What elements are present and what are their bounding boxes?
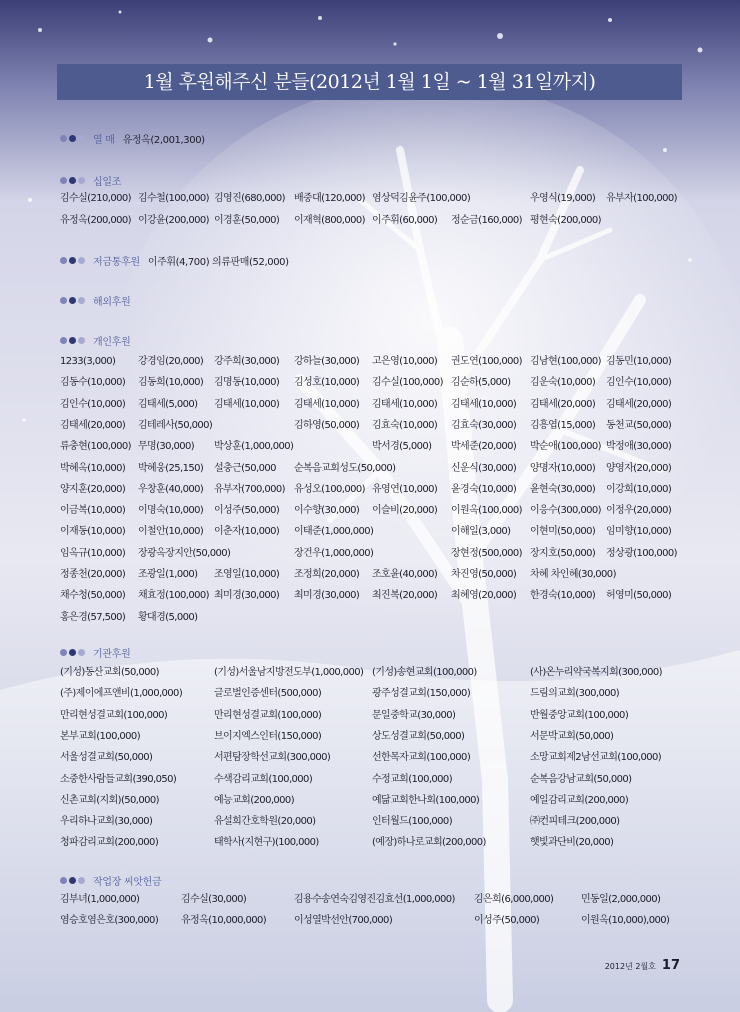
donor-entry: 이강희(10,000): [606, 483, 672, 495]
donor-entry: 채효정(100,000): [138, 590, 209, 602]
section-gaein-heading: [60, 333, 130, 347]
donor-entry: 김태세(20,000): [606, 398, 672, 410]
donor-entry: 윤현숙(30,000): [530, 483, 596, 495]
section-haeoe-heading: [60, 293, 130, 307]
donor-entry: 서편탐장학선교회(300,000): [214, 752, 331, 764]
donor-entry: 정종천(20,000): [60, 569, 126, 580]
donor-entry: 이성주(50,000): [474, 914, 540, 926]
donor-entry: 김태세(20,000): [530, 398, 596, 410]
donor-entry: 김테레사(50,000): [138, 419, 213, 431]
donor-entry: 김인수(10,000): [606, 377, 672, 389]
section-title: 작업장 씨앗헌금: [93, 876, 162, 888]
donor-entry: 평현숙(200,000): [530, 215, 601, 226]
donor-entry: 예능교회(200,000): [214, 794, 294, 806]
donor-entry: 박혜옥(10,000): [60, 462, 126, 474]
donor-entry: 장현정(500,000): [451, 547, 522, 559]
section-title: 십일조: [93, 176, 122, 188]
bullet-dots-icon: [60, 649, 87, 656]
donor-entry: 김남현(100,000): [530, 356, 601, 367]
donor-entry: 이정우(20,000): [606, 505, 672, 517]
donor-entry: 조호윤(40,000): [372, 569, 438, 580]
donor-entry: 청파감리교회(200,000): [60, 837, 159, 849]
donor-entry: 우리하나교회(30,000): [60, 816, 153, 828]
donor-entry: 이재동(10,000): [60, 526, 126, 538]
donor-entry: 유성오(100,000): [294, 483, 365, 495]
donor-entry: 최진복(20,000): [372, 590, 438, 602]
donor-entry: 이태준(1,000,000): [294, 526, 374, 538]
section-title: 저금통후원: [93, 256, 140, 268]
donor-entry: 양명자(10,000): [530, 462, 596, 474]
donor-entry: (예장)하나로교회(200,000): [372, 837, 486, 849]
donor-entry: 조정희(20,000): [294, 569, 360, 580]
donor-entry: 김태세(5,000): [138, 398, 198, 410]
donor-entry: 염승호염은호(300,000): [60, 914, 159, 926]
donor-entry: 순복음강남교회(50,000): [530, 773, 632, 785]
donor-entry: 임옥규(10,000): [60, 547, 126, 559]
donor-entry: 반월중앙교회(100,000): [530, 709, 629, 721]
bullet-dots-icon: [60, 337, 87, 344]
donor-entry: 박혜웅(25,150): [138, 462, 204, 474]
donor-entry: 김흥엽(15,000): [530, 419, 596, 431]
donor-entry: 김운숙(10,000): [530, 377, 596, 389]
donor-entry: 김수철(100,000): [138, 193, 209, 204]
donor-entry: 이경훈(50,000): [214, 215, 280, 226]
donor-entry: (기성)서울남지방전도부(1,000,000): [214, 667, 364, 678]
donor-entry: 김은희(6,000,000): [474, 894, 554, 905]
bullet-dots-icon: [60, 257, 87, 264]
donor-entry: 최미경(30,000): [294, 590, 360, 602]
donor-entry: 장지호(50,000): [530, 547, 596, 559]
donor-entry: 홍은경(57,500): [60, 611, 126, 623]
donor-entry: 권도연(100,000): [451, 356, 522, 367]
section-title: 기관후원: [93, 648, 131, 660]
donor-entry: 우창훈(40,000): [138, 483, 204, 495]
donor-entry: ㈜컨피테크(200,000): [530, 816, 620, 828]
section-title: 개인후원: [93, 336, 131, 348]
donor-entry: 김태세(10,000): [214, 398, 280, 410]
donor-entry: 이강윤(200,000): [138, 215, 209, 226]
section-inline-donors: 이주휘(4,700) 의류판매(52,000): [147, 256, 289, 268]
donor-entry: 이철안(10,000): [138, 526, 204, 538]
donor-entry: 신운식(30,000): [451, 462, 517, 474]
section-inline-donors: 유정옥(2,001,300): [122, 134, 205, 146]
donor-entry: 1233(3,000): [60, 356, 116, 367]
donor-entry: 우영식(19,000): [530, 193, 596, 204]
bullet-dots-icon: [60, 297, 87, 304]
donor-entry: 동천교(50,000): [606, 419, 672, 431]
donor-entry: 이금복(10,000): [60, 505, 126, 517]
donor-entry: 김용수송연숙김영진김효선(1,000,000): [294, 894, 455, 905]
donor-entry: 김영진(680,000): [214, 193, 285, 204]
donor-entry: 소망교회제2남선교회(100,000): [530, 752, 662, 764]
donor-entry: 이성주(50,000): [214, 505, 280, 517]
section-jeogeum-heading: [60, 253, 289, 267]
donor-entry: 박서경(5,000): [372, 441, 432, 453]
donor-entry: 강하늘(30,000): [294, 356, 360, 367]
donor-entry: 이원옥(10,000),000): [581, 914, 670, 926]
donor-entry: 김태세(20,000): [60, 419, 126, 431]
donor-entry: 이성열박선안(700,000): [294, 914, 393, 926]
donor-entry: 태학사(지현구)(100,000): [214, 837, 319, 849]
bullet-dots-icon: [60, 877, 87, 884]
section-sipiljo-heading: [60, 173, 121, 187]
donor-entry: 윤경숙(10,000): [451, 483, 517, 495]
donor-entry: 신촌교회(지회)(50,000): [60, 794, 159, 806]
page-title: 1월 후원해주신 분들(2012년 1월 1일 ~ 1월 31일까지): [57, 64, 682, 100]
donor-entry: 김동민(10,000): [606, 356, 672, 367]
donor-entry: 강주희(30,000): [214, 356, 280, 367]
donor-entry: 김부녀(1,000,000): [60, 894, 140, 905]
donor-entry: 양영자(20,000): [606, 462, 672, 474]
section-title: 해외후원: [93, 296, 131, 308]
donor-entry: 수정교회(100,000): [372, 773, 452, 785]
donor-entry: 김태세(10,000): [451, 398, 517, 410]
donor-entry: 이해일(3,000): [451, 526, 511, 538]
donor-entry: 소중한사람들교회(390,050): [60, 773, 177, 785]
donor-entry: 박정애(30,000): [606, 441, 672, 453]
donor-entry: 예닮교회한나회(100,000): [372, 794, 480, 806]
donor-entry: 박순애(100,000): [530, 441, 601, 453]
donor-entry: 이원옥(100,000): [451, 505, 522, 517]
donor-entry: 류충현(100,000): [60, 441, 131, 453]
donor-entry: 김인수(10,000): [60, 398, 126, 410]
donor-entry: 서울성결교회(50,000): [60, 752, 153, 764]
donor-entry: 김동수(10,000): [60, 377, 126, 389]
donor-entry: 이명숙(10,000): [138, 505, 204, 517]
donor-entry: 상도성결교회(50,000): [372, 730, 465, 742]
donor-entry: 유정옥(200,000): [60, 215, 131, 226]
section-jageop-heading: [60, 873, 161, 887]
donor-entry: 김명동(10,000): [214, 377, 280, 389]
section-yeolmae-heading: [60, 131, 205, 145]
donor-entry: 최미경(30,000): [214, 590, 280, 602]
donor-entry: 이춘자(10,000): [214, 526, 280, 538]
section-title: 열 매: [93, 134, 115, 146]
donor-entry: 민동일(2,000,000): [581, 894, 661, 905]
donor-entry: 무명(30,000): [138, 441, 195, 453]
donor-entry: 이주휘(60,000): [372, 215, 438, 226]
donor-entry: 서문박교회(50,000): [530, 730, 614, 742]
donor-entry: 브이지엑스인터(150,000): [214, 730, 322, 742]
donor-entry: 김태세(10,000): [372, 398, 438, 410]
donor-entry: 김태세(10,000): [294, 398, 360, 410]
donor-entry: 강경임(20,000): [138, 356, 204, 367]
donor-entry: 조광일(1,000): [138, 569, 198, 580]
bullet-dots-icon: [60, 135, 87, 142]
donor-entry: 이응수(300,000): [530, 505, 601, 517]
donor-entry: 순복음교회성도(50,000): [294, 462, 396, 474]
donor-entry: 수색감리교회(100,000): [214, 773, 313, 785]
donor-entry: 차혜 차인혜(30,000): [530, 569, 616, 580]
donor-entry: 황대경(5,000): [138, 611, 198, 623]
donor-entry: 유부자(700,000): [214, 483, 285, 495]
donor-entry: 장건우(1,000,000): [294, 547, 374, 559]
donor-entry: (기성)동산교회(50,000): [60, 667, 159, 678]
donor-entry: 유설희간호학원(20,000): [214, 816, 316, 828]
donor-entry: 조영일(10,000): [214, 569, 280, 580]
donor-entry: 김수실(30,000): [181, 894, 247, 905]
donor-entry: 유정옥(10,000,000): [181, 914, 267, 926]
donor-entry: 본부교회(100,000): [60, 730, 140, 742]
donor-entry: 김성호(10,000): [294, 377, 360, 389]
donor-entry: 예일감리교회(200,000): [530, 794, 629, 806]
donor-entry: 글로벌인증센터(500,000): [214, 688, 322, 700]
donor-entry: 김수실(210,000): [60, 193, 131, 204]
donor-entry: 햇빛과단비(20,000): [530, 837, 614, 849]
donor-entry: 이현미(50,000): [530, 526, 596, 538]
donor-entry: 한경숙(10,000): [530, 590, 596, 602]
donor-entry: 설충근(50,000: [214, 462, 276, 474]
donor-entry: 김하영(50,000): [294, 419, 360, 431]
donor-entry: 최혜영(20,000): [451, 590, 517, 602]
donor-entry: 유부자(100,000): [606, 193, 677, 204]
donor-entry: 유영연(10,000): [372, 483, 438, 495]
donor-entry: 고은영(10,000): [372, 356, 438, 367]
donor-entry: 문일중학교(30,000): [372, 709, 456, 721]
donor-entry: 김효숙(30,000): [451, 419, 517, 431]
donor-entry: 배중대(120,000): [294, 193, 365, 204]
section-gigwan-heading: [60, 645, 130, 659]
donor-entry: (주)제이에프앤비(1,000,000): [60, 688, 183, 700]
donor-entry: 김동희(10,000): [138, 377, 204, 389]
donor-entry: 인터월드(100,000): [372, 816, 452, 828]
page-number: 17: [661, 958, 680, 973]
donor-entry: 김순하(5,000): [451, 377, 511, 389]
donor-entry: 양지훈(20,000): [60, 483, 126, 495]
donor-entry: 광주성결교회(150,000): [372, 688, 471, 700]
donor-entry: 염상덕김윤주(100,000): [372, 193, 471, 204]
donor-entry: 정상광(100,000): [606, 547, 677, 559]
donor-entry: 만리현성결교회(100,000): [60, 709, 168, 721]
bullet-dots-icon: [60, 177, 87, 184]
donor-entry: 만리현성결교회(100,000): [214, 709, 322, 721]
donor-entry: (사)온누리약국복지회(300,000): [530, 667, 662, 678]
donor-entry: 채수청(50,000): [60, 590, 126, 602]
donor-entry: 김수실(100,000): [372, 377, 443, 389]
donor-entry: 정순금(160,000): [451, 215, 522, 226]
donor-entry: 이수향(30,000): [294, 505, 360, 517]
donor-entry: 선한목자교회(100,000): [372, 752, 471, 764]
donor-entry: 박상훈(1,000,000): [214, 441, 294, 453]
donor-entry: 허영미(50,000): [606, 590, 672, 602]
donor-entry: 이슬비(20,000): [372, 505, 438, 517]
donor-entry: 드림의교회(300,000): [530, 688, 620, 700]
donor-entry: 임미향(10,000): [606, 526, 672, 538]
donor-entry: 박세준(20,000): [451, 441, 517, 453]
donor-entry: 장광옥장지안(50,000): [138, 547, 231, 559]
page-footer: [605, 958, 680, 973]
issue-label: 2012년 2월호: [604, 962, 656, 971]
donor-entry: 차진영(50,000): [451, 569, 517, 580]
donor-entry: 이재혁(800,000): [294, 215, 365, 226]
donor-entry: (기성)송현교회(100,000): [372, 667, 477, 678]
donor-entry: 김효숙(10,000): [372, 419, 438, 431]
